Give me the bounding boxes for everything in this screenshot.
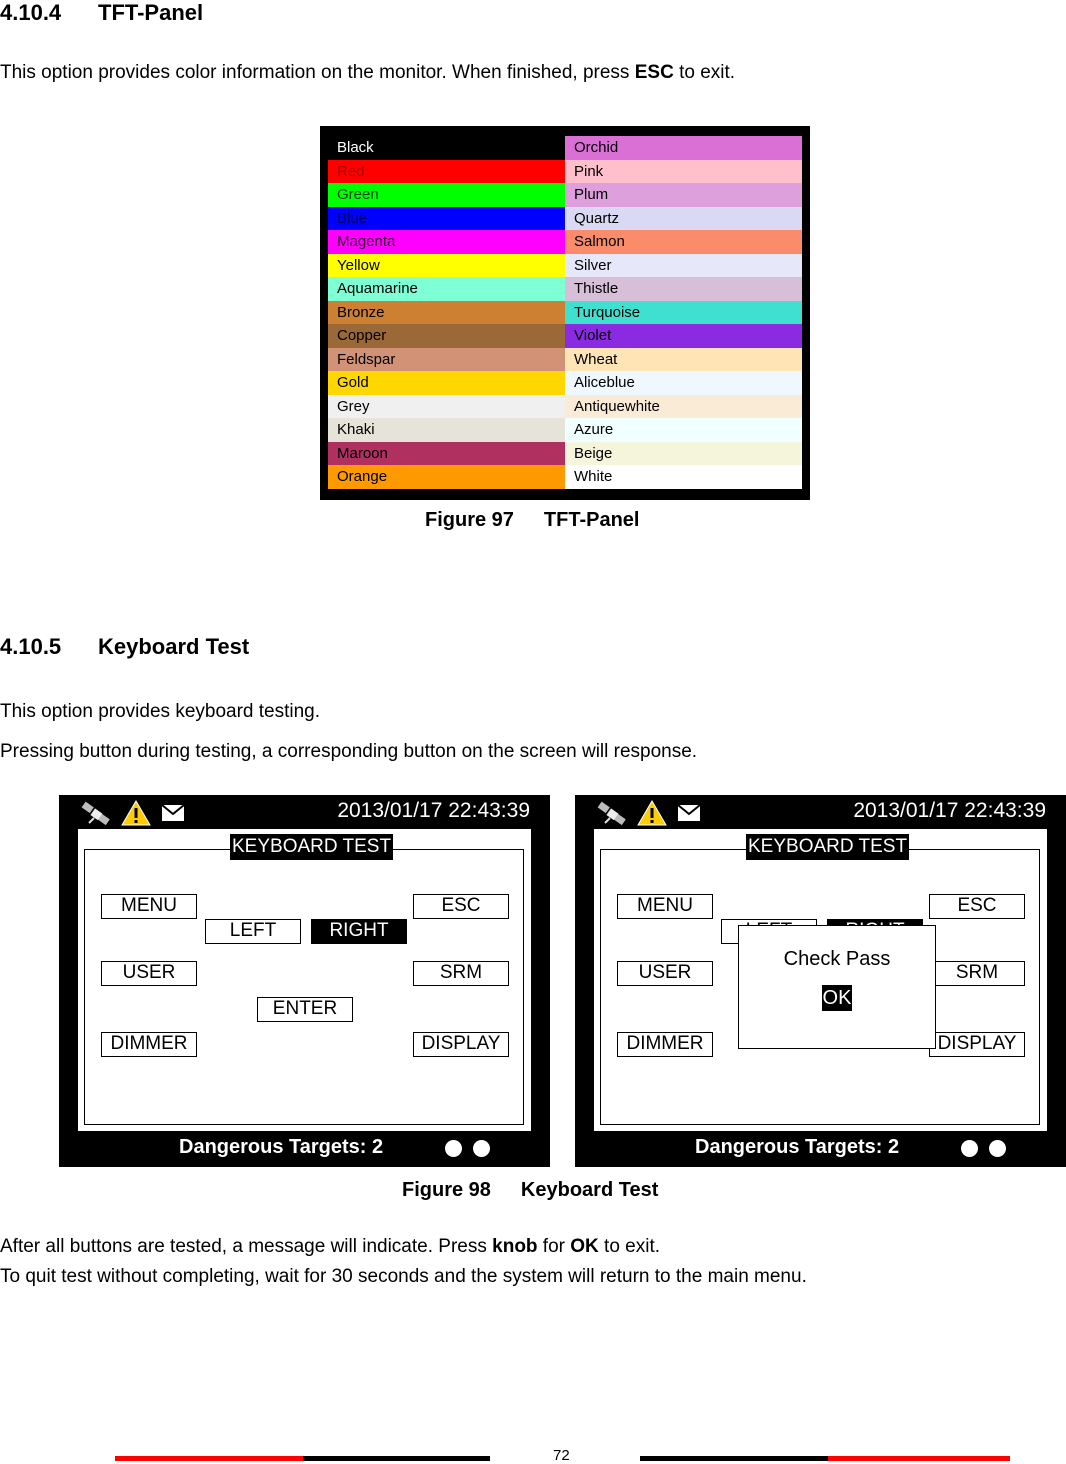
enter-button[interactable]: ENTER	[257, 997, 353, 1022]
color-swatch-maroon: Maroon	[328, 442, 565, 466]
right-button[interactable]: RIGHT	[311, 919, 407, 944]
color-swatch-aquamarine: Aquamarine	[328, 277, 565, 301]
srm-button[interactable]: SRM	[929, 961, 1025, 986]
dimmer-button[interactable]: DIMMER	[101, 1032, 197, 1057]
tft-description	[0, 62, 735, 84]
check-pass-dialog	[738, 925, 936, 1049]
test-frame	[84, 849, 524, 1125]
warning-icon	[121, 800, 151, 826]
color-swatch-feldspar: Feldspar	[328, 348, 565, 372]
status-dot-1	[445, 1140, 462, 1157]
color-swatch-aliceblue: Aliceblue	[565, 371, 802, 395]
keyboard-test-screen-2	[575, 795, 1066, 1167]
satellite-icon	[597, 801, 629, 827]
color-swatch-magenta: Magenta	[328, 230, 565, 254]
section-title: TFT-Panel	[98, 0, 204, 25]
dialog-message: Check Pass	[783, 948, 891, 970]
esc-button[interactable]: ESC	[413, 894, 509, 919]
color-swatch-black: Black	[328, 136, 565, 160]
figure-title: Keyboard Test	[520, 1179, 659, 1201]
figure-label: Figure 97	[425, 509, 514, 531]
color-swatch-orchid: Orchid	[565, 136, 802, 160]
page-number: 72	[553, 1447, 570, 1464]
keyboard-test-title: KEYBOARD TEST	[230, 834, 393, 860]
color-swatch-wheat: Wheat	[565, 348, 802, 372]
color-swatch-grey: Grey	[328, 395, 565, 419]
color-swatch-khaki: Khaki	[328, 418, 565, 442]
color-swatch-thistle: Thistle	[565, 277, 802, 301]
color-swatch-orange: Orange	[328, 465, 565, 489]
tft-panel	[320, 126, 810, 500]
figure-title: TFT-Panel	[543, 509, 640, 531]
after-text-mid: for	[537, 1236, 571, 1257]
color-swatch-turquoise: Turquoise	[565, 301, 802, 325]
color-swatch-violet: Violet	[565, 324, 802, 348]
warning-icon	[637, 800, 667, 826]
dimmer-button[interactable]: DIMMER	[617, 1032, 713, 1057]
section-number: 4.10.5	[0, 634, 62, 659]
dangerous-targets: Dangerous Targets: 2	[179, 1136, 384, 1158]
color-swatch-bronze: Bronze	[328, 301, 565, 325]
color-swatch-gold: Gold	[328, 371, 565, 395]
left-button[interactable]: LEFT	[205, 919, 301, 944]
datetime: 2013/01/17 22:43:39	[337, 799, 530, 822]
section-number: 4.10.4	[0, 0, 62, 25]
mail-icon	[677, 804, 701, 822]
color-swatch-red: Red	[328, 160, 565, 184]
color-swatch-antiquewhite: Antiquewhite	[565, 395, 802, 419]
color-swatch-beige: Beige	[565, 442, 802, 466]
color-swatch-plum: Plum	[565, 183, 802, 207]
ok-keyword: OK	[570, 1236, 599, 1257]
color-swatch-copper: Copper	[328, 324, 565, 348]
display-button[interactable]: DISPLAY	[413, 1032, 509, 1057]
kb-line-2: Pressing button during testing, a corresponding button on the screen will response.	[0, 741, 698, 762]
color-swatch-blue: Blue	[328, 207, 565, 231]
after-text-pre: After all buttons are tested, a message will indicate. Press	[0, 1236, 493, 1257]
figure-98-caption	[402, 1179, 658, 1202]
color-swatch-green: Green	[328, 183, 565, 207]
menu-button[interactable]: MENU	[101, 894, 197, 919]
status-dot-2	[473, 1140, 490, 1157]
test-area	[594, 829, 1047, 1131]
status-dot-2	[989, 1140, 1006, 1157]
after-text-line-1	[0, 1236, 660, 1258]
kb-line-1: This option provides keyboard testing.	[0, 701, 321, 722]
keyboard-test-title: KEYBOARD TEST	[746, 834, 909, 860]
keyboard-test-screen-1	[59, 795, 550, 1167]
figure-97-caption	[425, 509, 640, 532]
footer-line-black-left	[303, 1456, 490, 1461]
section-title: Keyboard Test	[98, 634, 250, 659]
datetime: 2013/01/17 22:43:39	[853, 799, 1046, 822]
color-swatch-pink: Pink	[565, 160, 802, 184]
tft-color-grid	[328, 136, 802, 489]
footer-line-black-right	[640, 1456, 828, 1461]
status-dot-1	[961, 1140, 978, 1157]
section-heading-tft	[0, 0, 203, 26]
esc-keyword: ESC	[634, 62, 674, 83]
tft-description-text: This option provides color information on the monitor. When finished, press	[0, 62, 635, 83]
footer-line-red-right	[828, 1456, 1010, 1461]
user-button[interactable]: USER	[101, 961, 197, 986]
color-swatch-silver: Silver	[565, 254, 802, 278]
color-swatch-yellow: Yellow	[328, 254, 565, 278]
color-swatch-white: White	[565, 465, 802, 489]
mail-icon	[161, 804, 185, 822]
test-area	[78, 829, 531, 1131]
esc-button[interactable]: ESC	[929, 894, 1025, 919]
menu-button[interactable]: MENU	[617, 894, 713, 919]
section-heading-keyboard	[0, 634, 249, 660]
knob-keyword: knob	[492, 1236, 538, 1257]
user-button[interactable]: USER	[617, 961, 713, 986]
figure-label: Figure 98	[402, 1179, 491, 1201]
ok-button[interactable]: OK	[822, 987, 852, 1009]
after-text-post: to exit.	[598, 1236, 661, 1257]
display-button[interactable]: DISPLAY	[929, 1032, 1025, 1057]
tft-description-tail: to exit.	[673, 62, 736, 83]
color-swatch-salmon: Salmon	[565, 230, 802, 254]
dangerous-targets: Dangerous Targets: 2	[695, 1136, 900, 1158]
footer-line-red-left	[115, 1456, 303, 1461]
srm-button[interactable]: SRM	[413, 961, 509, 986]
satellite-icon	[81, 801, 113, 827]
color-swatch-quartz: Quartz	[565, 207, 802, 231]
after-text-line-2: To quit test without completing, wait for 30 seconds and the system will return to the main menu.	[0, 1266, 807, 1287]
color-swatch-azure: Azure	[565, 418, 802, 442]
